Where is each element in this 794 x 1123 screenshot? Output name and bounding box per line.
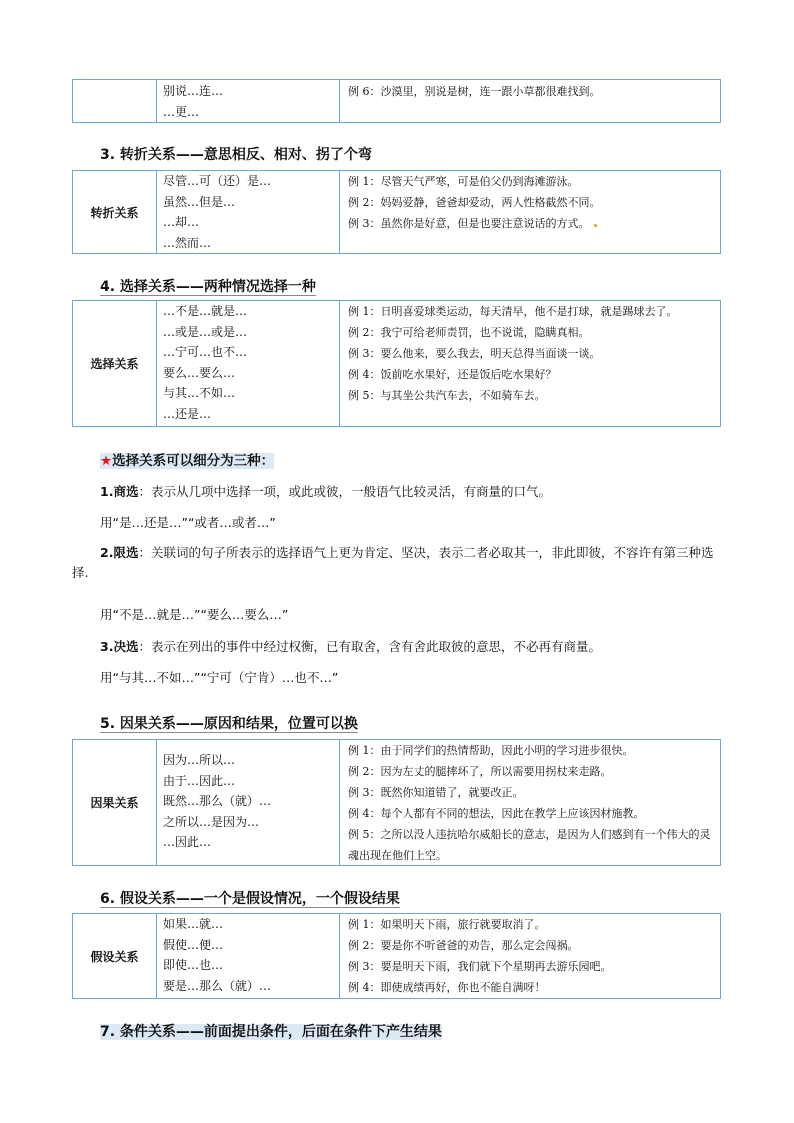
section-heading-text: 6. 假设关系——一个是假设情况，一个假设结果 xyxy=(100,891,400,907)
table-cause xyxy=(72,739,721,866)
word-item: …宁可…也不… xyxy=(163,345,248,359)
example-item: 例 1：日明喜爱球类运动，每天清早，他不是打球，就是踢球去了。 xyxy=(348,305,678,318)
para-label: 2.限选 xyxy=(100,545,139,560)
subsection-heading xyxy=(100,449,274,469)
paragraph xyxy=(100,482,720,502)
para-text: ：表示从几项中选择一项，或此或彼，一般语气比较灵活，有商量的口气。 xyxy=(138,484,551,499)
word-item: 与其…不如… xyxy=(163,386,236,400)
example-item: 例 5：之所以没人违抗哈尔威船长的意志，是因为人们感到有一个伟大的灵魂出现在他们上空。 xyxy=(348,828,711,862)
word-item: …或是…或是… xyxy=(163,324,248,339)
para-label: 1.商选 xyxy=(100,484,139,499)
examples-cell xyxy=(340,740,720,865)
examples-cell xyxy=(340,914,720,998)
word-item: 要么…要么… xyxy=(163,365,236,380)
word-item: 虽然…但是… xyxy=(163,194,236,209)
examples-cell xyxy=(340,80,720,122)
usage-line: 用“是…还是…”“或者…或者…” xyxy=(100,515,276,530)
section-heading xyxy=(100,276,316,296)
word-item: …更… xyxy=(163,104,200,119)
words-cell xyxy=(157,80,340,122)
example-item: 例 3：要么他来，要么我去，明天总得当面谈一谈。 xyxy=(348,347,601,360)
table-continued xyxy=(72,79,721,123)
word-item: …还是… xyxy=(163,406,212,421)
example-item: 例 3：要是明天下雨，我们就下个星期再去游乐园吧。 xyxy=(348,960,612,973)
table-choice xyxy=(72,300,721,427)
star-icon: ★ xyxy=(100,453,113,469)
example-item: 例 1：尽管天气严寒，可是伯父仍到海滩游泳。 xyxy=(348,175,579,188)
example-item xyxy=(348,213,712,234)
words-cell xyxy=(157,301,340,426)
word-item: 因为…所以… xyxy=(163,753,236,767)
example-item: 例 5：与其坐公共汽车去，不如骑车去。 xyxy=(348,389,546,402)
words-cell xyxy=(157,171,340,253)
word-item: 要是…那么（就）… xyxy=(163,978,272,993)
section-heading-text: 7. 条件关系——前面提出条件，后面在条件下产生结果 xyxy=(100,1024,442,1040)
example-item: 例 2：因为左丈的腿摔坏了，所以需要用拐杖来走路。 xyxy=(348,765,612,778)
section-heading xyxy=(100,888,400,908)
examples-cell xyxy=(340,171,720,253)
example-item: 例 4：即使成绩再好，你也不能自满呀！ xyxy=(348,981,546,994)
category-cell: 假设关系 xyxy=(73,914,157,998)
dot-mark xyxy=(594,224,597,227)
example-item: 例 2：妈妈爱静，爸爸却爱动，两人性格截然不同。 xyxy=(348,196,601,209)
example-item: 例 4：饭前吃水果好，还是饭后吃水果好？ xyxy=(348,368,557,381)
section-heading-text: 5. 因果关系——原因和结果，位置可以换 xyxy=(100,716,358,732)
words-cell xyxy=(157,914,340,998)
section-heading-text: 4. 选择关系——两种情况选择一种 xyxy=(100,279,316,295)
usage-line: 用“不是…就是…”“要么…要么…” xyxy=(100,607,289,622)
word-item: 别说…连… xyxy=(163,84,224,98)
section-heading: 3. 转折关系——意思相反、相对、拐了个弯 xyxy=(100,147,372,163)
example-text: 例 3：虽然你是好意，但是也要注意说话的方式。 xyxy=(348,217,590,230)
example-item: 例 4：每个人都有不同的想法，因此在教学上应该因材施教。 xyxy=(348,807,645,820)
word-item: 如果…就… xyxy=(163,917,224,931)
category-cell: 转折关系 xyxy=(73,171,157,253)
table-hypothesis xyxy=(72,913,721,999)
word-item: 即使…也… xyxy=(163,958,224,972)
para-text: ：表示在列出的事件中经过权衡，已有取舍，含有舍此取彼的意思，不必再有商量。 xyxy=(138,639,601,654)
word-item: 之所以…是因为… xyxy=(163,814,260,829)
category-cell: 选择关系 xyxy=(73,301,157,426)
word-item: 假使…便… xyxy=(163,937,224,952)
examples-cell xyxy=(340,301,720,426)
example-item: 例 6：沙漠里，别说是树，连一跟小草都很难找到。 xyxy=(348,85,601,98)
section-heading xyxy=(100,1021,442,1041)
word-item: …却… xyxy=(163,215,200,229)
category-cell: 因果关系 xyxy=(73,740,157,865)
words-cell xyxy=(157,740,340,865)
para-text: ：关联词的句子所表示的选择语气上更为肯定、坚决，表示二者必取其一，非此即彼，不容许有第三种选择. xyxy=(72,545,714,580)
word-item: …因此… xyxy=(163,835,212,849)
example-item: 例 1：由于同学们的热情帮助，因此小明的学习进步很快。 xyxy=(348,744,634,757)
subsection-heading-box xyxy=(100,453,274,469)
word-item: …不是…就是… xyxy=(163,304,248,318)
paragraph xyxy=(100,637,720,657)
example-item: 例 2：要是你不听爸爸的劝告，那么定会闯祸。 xyxy=(348,939,579,952)
table-transition xyxy=(72,170,721,254)
example-item: 例 3：既然你知道错了，就要改正。 xyxy=(348,786,524,799)
section-heading xyxy=(100,713,358,733)
para-label: 3.决选 xyxy=(100,639,139,654)
usage-line: 用“与其…不如…”“宁可（宁肯）…也不…” xyxy=(100,670,339,685)
subsection-title: 选择关系可以细分为三种： xyxy=(112,453,275,469)
paragraph xyxy=(72,543,722,583)
word-item: 既然…那么（就）… xyxy=(163,794,272,808)
example-item: 例 1：如果明天下雨，旅行就要取消了。 xyxy=(348,918,546,931)
word-item: …然而… xyxy=(163,235,212,250)
example-item: 例 2：我宁可给老师责罚，也不说谎，隐瞒真相。 xyxy=(348,326,590,339)
category-cell xyxy=(73,80,157,122)
word-item: 尽管…可（还）是… xyxy=(163,174,272,188)
word-item: 由于…因此… xyxy=(163,773,236,788)
